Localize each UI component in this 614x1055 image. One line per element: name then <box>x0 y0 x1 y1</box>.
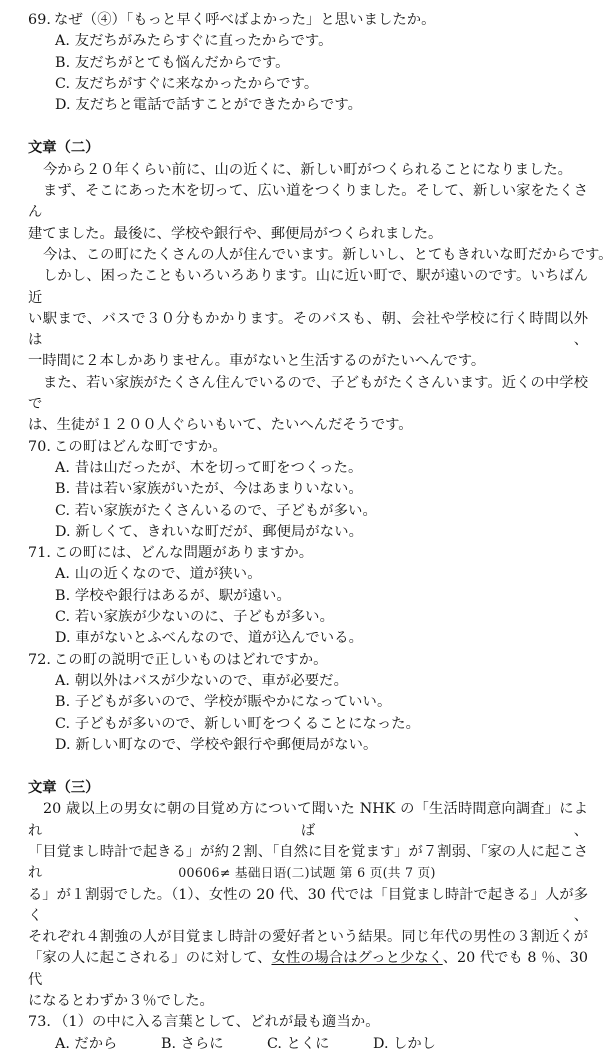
page-content <box>28 10 613 1055</box>
question-stem-69 <box>28 10 588 31</box>
option-73-d[interactable]: D. しかし <box>373 1035 436 1052</box>
option-71-b[interactable]: B. 学校や銀行はあるが、駅が遠い。 <box>55 587 291 604</box>
option-73-a[interactable]: A. だから <box>55 1035 118 1052</box>
options-row-73 <box>28 1034 588 1055</box>
passage-two-heading: 文章（二） <box>28 140 100 157</box>
question-number-72: 72. <box>28 651 52 668</box>
question-stem-71 <box>28 543 588 564</box>
question-number-73: 73. <box>28 1014 52 1031</box>
passage-two-line-7: 一時間に２本しかありません。車がないと生活するのがたいへんです。 <box>28 353 486 370</box>
option-73-b[interactable]: B. さらに <box>161 1035 224 1052</box>
passage-three-line-6: になるとわずか３％でした。 <box>28 993 214 1010</box>
option-69-c[interactable]: C. 友だちがすぐに来なかったからです。 <box>55 75 319 92</box>
question-text-70: この町はどんな町ですか。 <box>54 438 227 455</box>
option-71-c[interactable]: C. 若い家族が少ないのに、子どもが多い。 <box>55 609 334 626</box>
question-stem-70 <box>28 437 588 458</box>
option-69-a[interactable]: A. 友だちがみたらすぐに直ったからです。 <box>55 33 333 50</box>
question-number-70: 70. <box>28 438 52 455</box>
passage-two-line-9: は、生徒が１２００人ぐらいもいて、たいへんだそうです。 <box>28 417 413 434</box>
passage-two-body <box>28 160 613 437</box>
question-text-69: なぜ（④）「もっと早く呼べばよかった」と思いましたか。 <box>54 12 436 28</box>
option-72-c[interactable]: C. 子どもが多いので、新しい町をつくることになった。 <box>55 715 421 732</box>
passage-three-line-5-after: 、20 代でも 8 ％、30 代 <box>28 950 588 988</box>
option-72-b[interactable]: B. 子どもが多いので、学校が賑やかになっていい。 <box>55 694 392 711</box>
option-70-c[interactable]: C. 若い家族がたくさんいるので、子どもが多い。 <box>55 502 377 519</box>
passage-two-line-2: まず、そこにあった木を切って、広い道をつくりました。そして、新しい家をたくさん <box>28 183 588 221</box>
option-70-a[interactable]: A. 昔は山だったが、木を切って町をつくった。 <box>55 459 363 476</box>
passage-three-line-2: 「目覚まし時計で起きる」が約２割、「自然に目を覚ます」が７割弱、「家の人に起こされ <box>28 843 588 882</box>
passage-two-line-6: い駅まで、バスで３０分もかかります。そのバスも、朝、会社や学校に行く時間以外は、 <box>28 310 588 349</box>
option-72-d[interactable]: D. 新しい町なので、学校や銀行や郵便局がない。 <box>55 736 378 753</box>
question-text-73: （1）の中に入る言葉として、どれが最も適当か。 <box>54 1014 380 1031</box>
passage-three-line-3: る」が１割弱でした。（1）、女性の 20 代、30 代では「目覚まし時計で起きる」人が多く、 <box>28 886 588 924</box>
question-text-72: この町の説明で正しいものはどれですか。 <box>54 651 328 668</box>
passage-three-line-4: それぞれ４割強の人が目覚まし時計の愛好者という結果。同じ年代の男性の３割近くが <box>28 929 588 946</box>
question-number-71: 71. <box>28 545 52 562</box>
passage-two-line-3: 建てました。最後に、学校や銀行や、郵便局がつくられました。 <box>28 225 443 242</box>
passage-three-line-5 <box>28 948 588 991</box>
passage-three-heading: 文章（三） <box>28 780 100 797</box>
passage-three-body <box>28 799 588 1012</box>
question-number-69: 69. <box>28 12 52 28</box>
question-stem-73 <box>28 1012 588 1033</box>
option-69-d[interactable]: D. 友だちと電話で話すことができたからです。 <box>55 97 362 114</box>
page-footer: 00606≠ 基础日语(二)试题 第 6 页(共 7 页) <box>178 865 436 880</box>
option-70-b[interactable]: B. 昔は若い家族がいたが、今はあまりいない。 <box>55 481 363 498</box>
question-text-71: この町には、どんな問題がありますか。 <box>54 545 314 562</box>
passage-three-line-1: 20 歳以上の男女に朝の目覚め方について聞いた NHK の「生活時間意向調査」によれば、 <box>28 801 588 839</box>
option-71-d[interactable]: D. 車がないとふべんなので、道が込んでいる。 <box>55 630 363 647</box>
option-72-a[interactable]: A. 朝以外はバスが少ないので、車が必要だ。 <box>55 672 348 689</box>
section-spacer <box>28 116 588 138</box>
passage-two-line-4: 今は、この町にたくさんの人が住んでいます。新しいし、とてもきれいな町だからです。 <box>43 246 613 263</box>
passage-two-line-8: また、若い家族がたくさん住んでいるので、子どもがたくさんいます。近くの中学校で <box>28 374 588 413</box>
option-71-a[interactable]: A. 山の近くなので、道が狭い。 <box>55 566 262 583</box>
passage-two-line-1: 今から２０年くらい前に、山の近くに、新しい町がつくられることになりました。 <box>43 161 572 178</box>
question-stem-72 <box>28 650 588 671</box>
passage-three-line-5-before: 「家の人に起こされる」のに対して、 <box>28 950 272 967</box>
passage-two-line-5: しかし、困ったこともいろいろあります。山に近い町で、駅が遠いのです。いちばん近 <box>28 268 589 306</box>
option-69-b[interactable]: B. 友だちがとても悩んだからです。 <box>55 54 290 71</box>
section-spacer-two <box>28 756 588 778</box>
option-70-d[interactable]: D. 新しくて、きれいな町だが、郵便局がない。 <box>55 523 363 540</box>
option-73-c[interactable]: C. とくに <box>267 1035 330 1052</box>
passage-three-underlined-phrase: 女性の場合はグっと少なく <box>271 950 443 967</box>
